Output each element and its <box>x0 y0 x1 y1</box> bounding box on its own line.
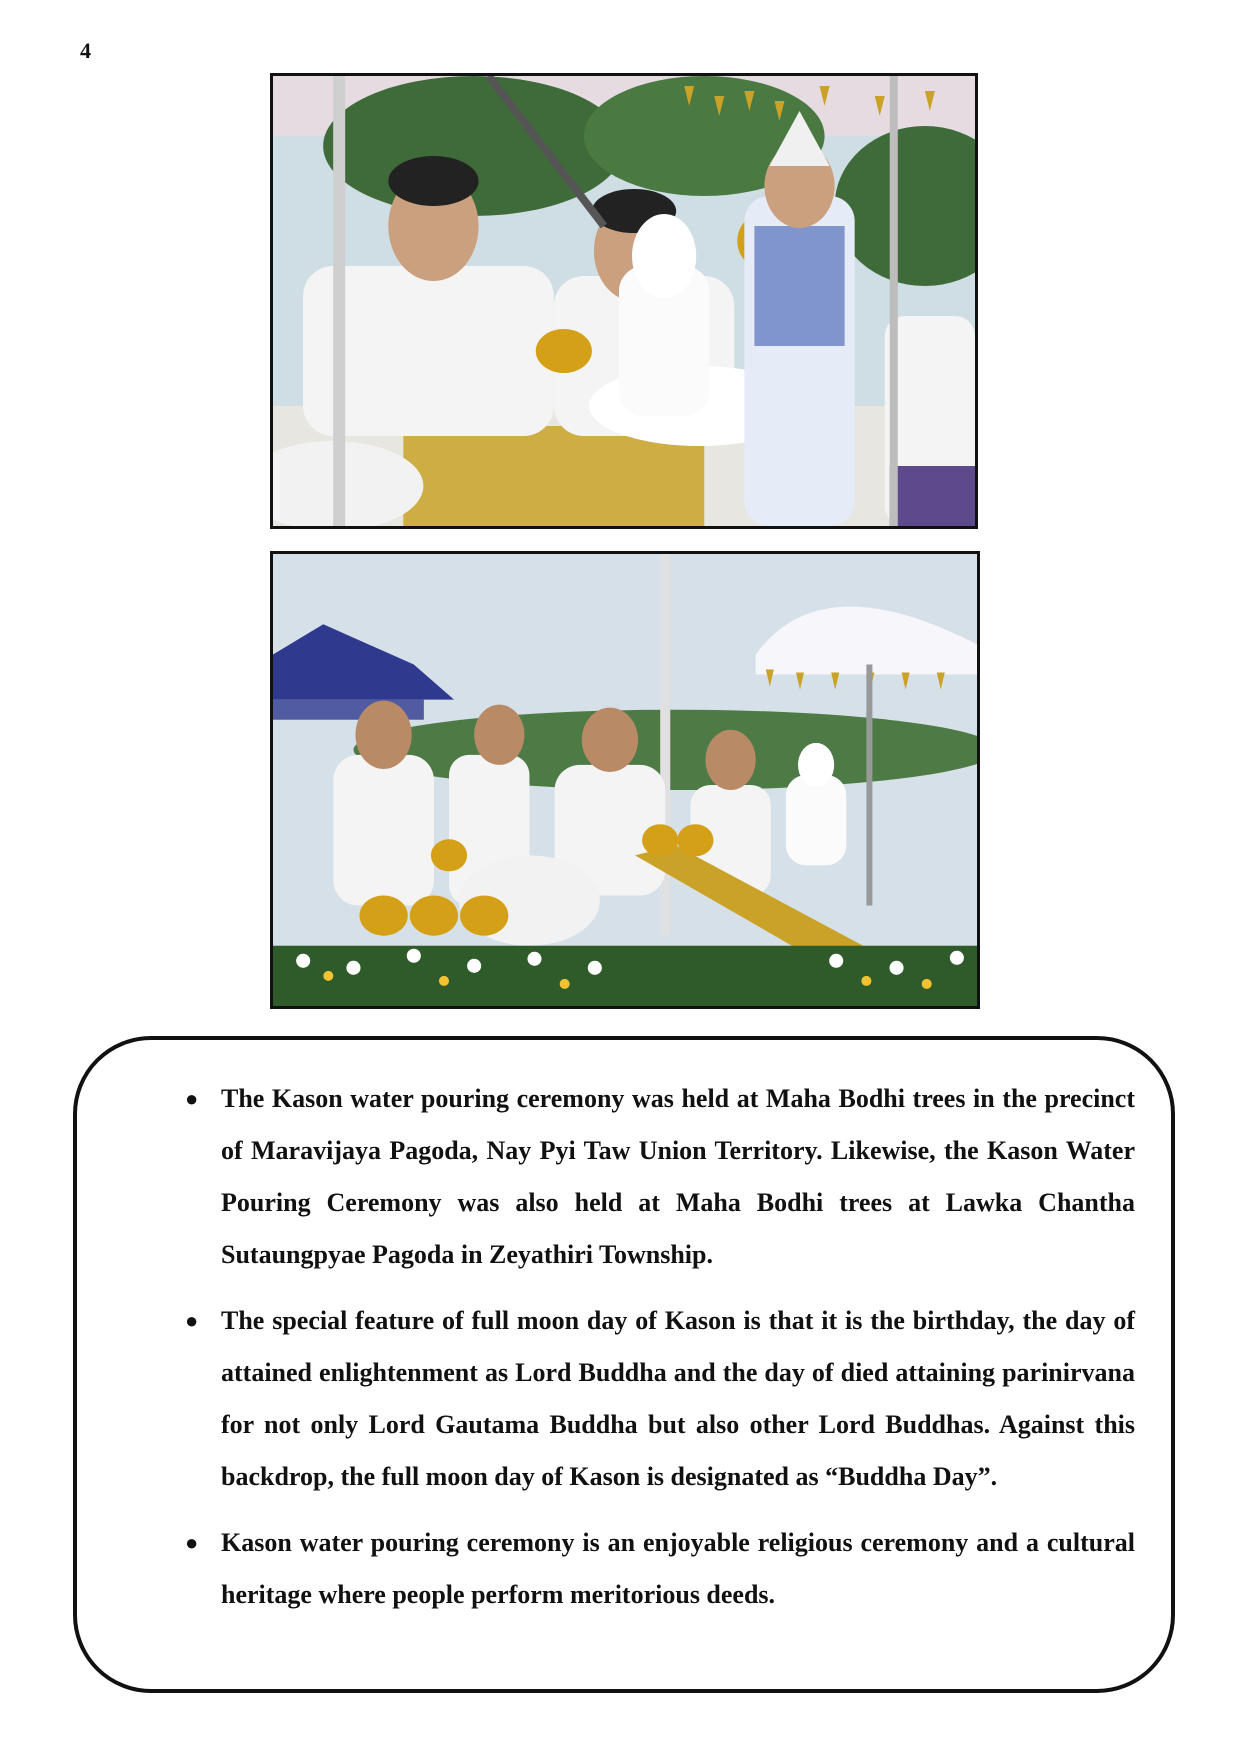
page-number: 4 <box>80 38 91 63</box>
bullet-text: The Kason water pouring ceremony was held at Maha Bodhi trees in the precinct of Maravijaya Pagoda, Nay Pyi Taw Union Territory. Likewise, the Kason Water Pouring Ceremony was also held at Maha Bodhi trees at Lawka Chantha Sutaungpyae Pagoda in Zeyathiri Township. <box>221 1084 1135 1269</box>
bullet-item <box>107 1295 1135 1503</box>
bullet-item <box>107 1517 1135 1621</box>
bullet-text: Kason water pouring ceremony is an enjoyable religious ceremony and a cultural heritage where people perform meritorious deeds. <box>221 1528 1135 1609</box>
bullet-item <box>107 1073 1135 1281</box>
bullet-dot-icon: ● <box>185 1530 199 1555</box>
bullet-text: The special feature of full moon day of Kason is that it is the birthday, the day of attained enlightenment as Lord Buddha and the day of died attaining parinirvana for not only Lord Gautama Buddha but also other Lord Buddhas. Against this backdrop, the full moon day of Kason is designated as “Buddha Day”. <box>221 1306 1135 1491</box>
water-pouring-photo-2 <box>270 551 980 1009</box>
bullet-dot-icon: ● <box>185 1086 199 1111</box>
water-pouring-photo-1 <box>270 73 978 529</box>
bullet-list <box>107 1073 1135 1635</box>
photo-1-illustration <box>273 76 975 526</box>
bullet-dot-icon: ● <box>185 1308 199 1333</box>
photo-2-illustration <box>273 554 977 1006</box>
bullet-text-box <box>73 1036 1175 1693</box>
